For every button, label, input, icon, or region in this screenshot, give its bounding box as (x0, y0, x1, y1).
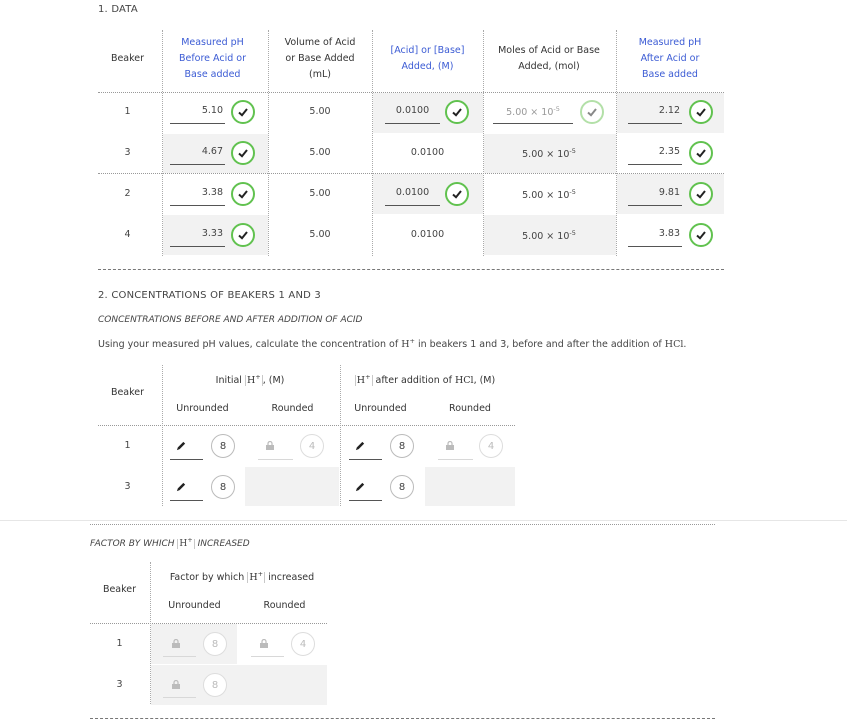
conc-header-unrounded: Unrounded (176, 403, 229, 414)
header-volume: Volume of Acid or Base Added (mL) (284, 37, 356, 80)
factor-header-rounded: Rounded (263, 600, 306, 611)
ph-before-input[interactable]: 3.33 (170, 228, 225, 247)
factor-row-3-beaker: 3 (116, 679, 123, 690)
sig-figs-badge: 4 (479, 434, 503, 458)
factor-header-unrounded: Unrounded (168, 600, 221, 611)
input-underline[interactable] (349, 500, 382, 501)
header-ph-after: Measured pH After Acid or Base added (638, 37, 702, 80)
sig-figs-badge: 4 (291, 632, 315, 656)
check-icon (445, 100, 469, 124)
disabled-underline (438, 459, 473, 460)
sig-figs-badge: 8 (390, 434, 414, 458)
shade-cell (245, 467, 339, 506)
check-icon (580, 100, 604, 124)
moles-value: $5.00 \times 10^{-5}$ (522, 147, 576, 160)
lock-icon (260, 639, 268, 648)
check-icon (231, 100, 255, 124)
conc-value: 0.0100 (410, 229, 445, 240)
check-icon (445, 182, 469, 206)
col-divider (340, 365, 341, 506)
section-2-subtitle: CONCENTRATIONS BEFORE AND AFTER ADDITION OF ACID (98, 315, 363, 325)
ph-after-input[interactable]: 2.35 (628, 146, 682, 165)
factor-header: Factor by which H+ increased (169, 570, 315, 583)
disabled-underline (251, 656, 284, 657)
page-divider (0, 520, 847, 521)
conc-header-beaker: Beaker (110, 387, 145, 398)
shade-cell (425, 467, 515, 506)
input-underline[interactable] (170, 459, 203, 460)
col-divider (616, 30, 617, 256)
volume-value: 5.00 (309, 147, 331, 158)
section-3-subtitle: FACTOR BY WHICH H+ INCREASED (90, 536, 250, 549)
pencil-icon[interactable] (355, 440, 366, 451)
pencil-icon[interactable] (176, 440, 187, 451)
disabled-underline (258, 459, 293, 460)
sig-figs-badge: 8 (211, 475, 235, 499)
conc-row-1-beaker: 1 (124, 440, 131, 451)
row-2-beaker: 2 (124, 188, 131, 199)
conc-header-after: H+ after addition of HCl, (M) (356, 373, 496, 386)
conc-input[interactable]: 0.0100 (385, 105, 440, 124)
moles-input[interactable]: $5.00 \times 10^{-5}$ (493, 105, 573, 124)
row-3-beaker: 3 (124, 147, 131, 158)
col-divider (268, 30, 269, 256)
lock-icon (446, 441, 454, 450)
check-icon (689, 141, 713, 165)
row-4-beaker: 4 (124, 229, 131, 240)
input-underline[interactable] (170, 500, 203, 501)
col-divider (162, 365, 163, 506)
ph-before-input[interactable]: 3.38 (170, 187, 225, 206)
sig-figs-badge: 8 (211, 434, 235, 458)
moles-value: $5.00 \times 10^{-5}$ (522, 188, 576, 201)
disabled-underline (163, 656, 196, 657)
check-icon (689, 100, 713, 124)
conc-header-rounded: Rounded (271, 403, 314, 414)
conc-value: 0.0100 (410, 147, 445, 158)
moles-value: $5.00 \times 10^{-5}$ (522, 229, 576, 242)
sig-figs-badge: 8 (203, 673, 227, 697)
input-underline[interactable] (349, 459, 382, 460)
check-icon (689, 182, 713, 206)
ph-after-input[interactable]: 3.83 (628, 228, 682, 247)
header-moles: Moles of Acid or Base Added, (mol) (498, 45, 600, 72)
ph-before-input[interactable]: 4.67 (170, 146, 225, 165)
volume-value: 5.00 (309, 188, 331, 199)
col-divider (372, 30, 373, 256)
conc-header-unrounded: Unrounded (354, 403, 407, 414)
pencil-icon[interactable] (176, 481, 187, 492)
lock-icon (172, 680, 180, 689)
section-1-title: 1. DATA (98, 4, 138, 15)
ph-before-input[interactable]: 5.10 (170, 105, 225, 124)
disabled-underline (163, 697, 196, 698)
factor-row-1-beaker: 1 (116, 638, 123, 649)
header-ph-before: Measured pH Before Acid or Base added (178, 37, 247, 80)
factor-header-beaker: Beaker (102, 584, 137, 595)
section-2-instruction: Using your measured pH values, calculate the concentration of H+ in beakers 1 and 3, before and after the addition of HCl. (98, 337, 687, 350)
check-icon (231, 182, 255, 206)
sig-figs-badge: 4 (300, 434, 324, 458)
row-1-beaker: 1 (124, 106, 131, 117)
conc-table-divider (98, 425, 515, 426)
header-conc: [Acid] or [Base] Added, (M) (390, 45, 465, 72)
ph-after-input[interactable]: 2.12 (628, 105, 682, 124)
section-2-title: 2. CONCENTRATIONS OF BEAKERS 1 AND 3 (98, 290, 321, 301)
sig-figs-badge: 8 (203, 632, 227, 656)
volume-value: 5.00 (309, 229, 331, 240)
section-divider (90, 524, 715, 525)
conc-row-3-beaker: 3 (124, 481, 131, 492)
lock-icon (172, 639, 180, 648)
ph-after-input[interactable]: 9.81 (628, 187, 682, 206)
lock-icon (266, 441, 274, 450)
check-icon (231, 141, 255, 165)
header-beaker: Beaker (110, 53, 145, 64)
conc-input[interactable]: 0.0100 (385, 187, 440, 206)
conc-header-rounded: Rounded (449, 403, 491, 414)
section-divider (98, 269, 724, 270)
volume-value: 5.00 (309, 106, 331, 117)
check-icon (689, 223, 713, 247)
section-divider (90, 718, 715, 719)
check-icon (231, 223, 255, 247)
conc-header-initial: Initial H+ , (M) (215, 373, 285, 386)
sig-figs-badge: 8 (390, 475, 414, 499)
pencil-icon[interactable] (355, 481, 366, 492)
